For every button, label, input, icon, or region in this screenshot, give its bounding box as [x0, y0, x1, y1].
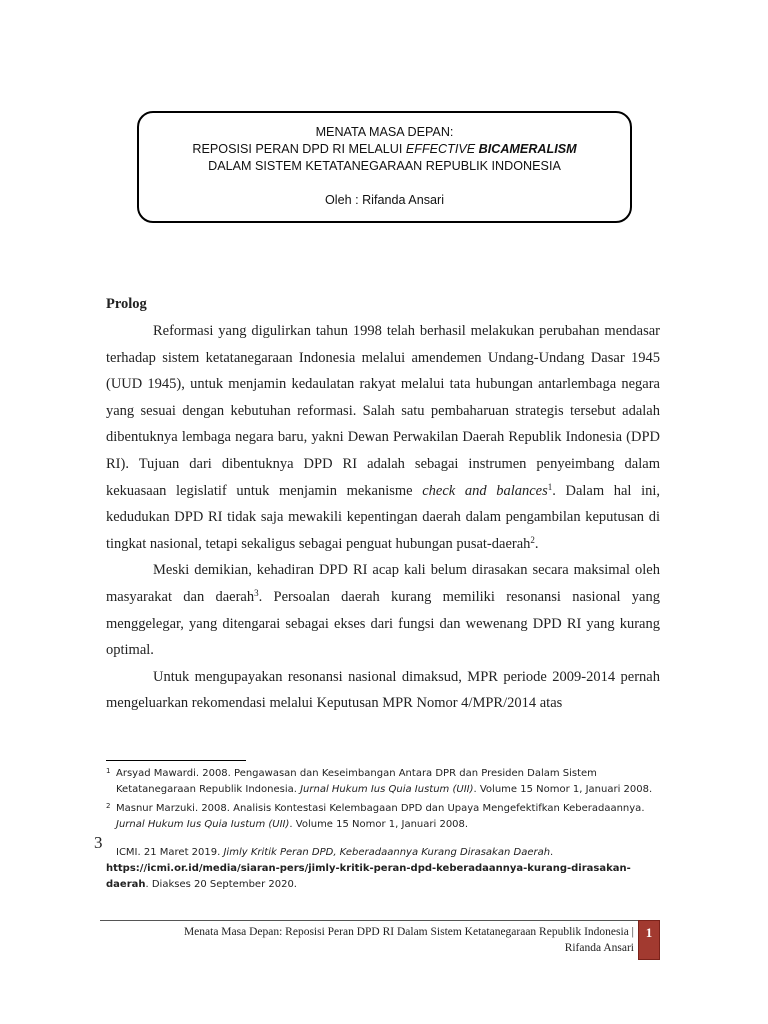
footnote-3: [94, 833, 666, 893]
footnote-separator: [106, 760, 246, 761]
footnote-1-journal: Jurnal Hukum Ius Quia Iustum (UII): [300, 784, 474, 795]
footnote-1-text: Arsyad Mawardi. 2008. Pengawasan dan Keseimbangan Antara DPR dan Presiden Dalam Sistem Ketatanegaraan Republik Indonesia.: [116, 768, 597, 795]
title-bicameralism: BICAMERALISM: [478, 142, 577, 156]
p1-italic: check and balances: [422, 482, 548, 499]
footnote-2: [106, 801, 666, 833]
page-number-badge: [638, 920, 660, 960]
body-text: [106, 318, 660, 717]
paragraph-1: [106, 318, 660, 557]
running-footer: [114, 924, 634, 956]
footnotes: [94, 766, 666, 896]
title-line-3: DALAM SISTEM KETATANEGARAAN REPUBLIK INDONESIA: [208, 159, 561, 173]
paragraph-2: [106, 557, 660, 663]
footnote-3-period: .: [550, 847, 554, 858]
footnote-3-link[interactable]: https://icmi.or.id/media/siaran-pers/jimly-kritik-peran-dpd-keberadaannya-kurang-dirasakan-daerah: [106, 863, 631, 890]
footnote-2-volume: . Volume 15 Nomor 1, Januari 2008.: [289, 819, 469, 830]
footnote-ref-1[interactable]: 1: [547, 481, 553, 492]
paragraph-3: Untuk mengupayakan resonansi nasional dimaksud, MPR periode 2009-2014 pernah mengeluarkan rekomendasi melalui Keputusan MPR Nomor 4/MPR/2014 atas: [106, 668, 660, 712]
footnote-3-accessed: . Diakses 20 September 2020.: [145, 879, 297, 890]
footnote-ref-3[interactable]: 3: [254, 587, 259, 598]
footnote-1-number: 1: [106, 767, 111, 775]
p1-text-d: .: [534, 535, 539, 552]
p2-text-a: Meski demikian, kehadiran DPD RI acap kali belum dirasakan secara maksimal oleh masyarakat dan daerah: [106, 562, 660, 605]
title-line-1: MENATA MASA DEPAN:: [315, 125, 454, 139]
footnote-1-volume: . Volume 15 Nomor 1, Januari 2008.: [473, 784, 653, 795]
p1-text-a: Reformasi yang digulirkan tahun 1998 telah berhasil melakukan perubahan mendasar terhadap sistem ketatanegaraan Indonesia melalui amendemen Undang-Undang Dasar 1945 (UUD 1945), untuk menjamin kedaulatan rakyat melalui tata hubungan antarlembaga negara yang sesuai dengan kebutuhan reformasi. Salah satu pembaharuan strategis tersebut adalah dibentuknya lembaga negara baru, yakni Dewan Perwakilan Daerah Republik Indonesia (DPD RI). Tujuan dari dibentuknya DPD RI adalah sebagai instrumen penyeimbang dalam kekuasaan legislatif untuk menjamin mekanisme: [106, 323, 660, 499]
footer-separator: [100, 920, 660, 921]
footnote-2-journal: Jurnal Hukum Ius Quia Iustum (UII): [116, 819, 290, 830]
title-effective: EFFECTIVE: [405, 142, 476, 156]
footnote-3-title: Jimly Kritik Peran DPD, Keberadaannya Kurang Dirasakan Daerah: [223, 847, 551, 858]
title-spacer: [139, 175, 630, 192]
footnote-2-text: Masnur Marzuki. 2008. Analisis Kontestasi Kelembagaan DPD dan Upaya Mengefektifkan Keberadaannya.: [116, 803, 645, 814]
footer-title: Menata Masa Depan: Reposisi Peran DPD RI Dalam Sistem Ketatanegaraan Republik Indonesia |: [183, 926, 634, 938]
p1-text-c: . Dalam hal ini, kedudukan DPD RI tidak saja mewakili kepentingan daerah dalam pengambilan keputusan di tingkat nasional, tetapi sekaligus sebagai penguat hubungan pusat-daerah: [106, 482, 660, 552]
footnote-3-number: 3: [94, 833, 103, 852]
page-number: 1: [645, 925, 653, 940]
footnote-1: [106, 766, 666, 798]
footnote-ref-2[interactable]: 2: [530, 534, 535, 545]
p2-text-b: . Persoalan daerah kurang memiliki resonansi nasional yang menggelegar, yang ditengarai sebagai ekses dari fungsi dan wewenang DPD RI yang kurang optimal.: [106, 588, 660, 659]
title-box: [137, 111, 632, 223]
footer-author: Rifanda Ansari: [564, 942, 634, 954]
footnote-3-text: ICMI. 21 Maret 2019.: [116, 847, 224, 858]
title-line-2-text: REPOSISI PERAN DPD RI MELALUI: [192, 142, 406, 156]
section-heading: Prolog: [106, 296, 147, 312]
footnote-2-number: 2: [106, 802, 111, 810]
title-author: Oleh : Rifanda Ansari: [324, 193, 444, 207]
title-line-2: [139, 141, 630, 158]
